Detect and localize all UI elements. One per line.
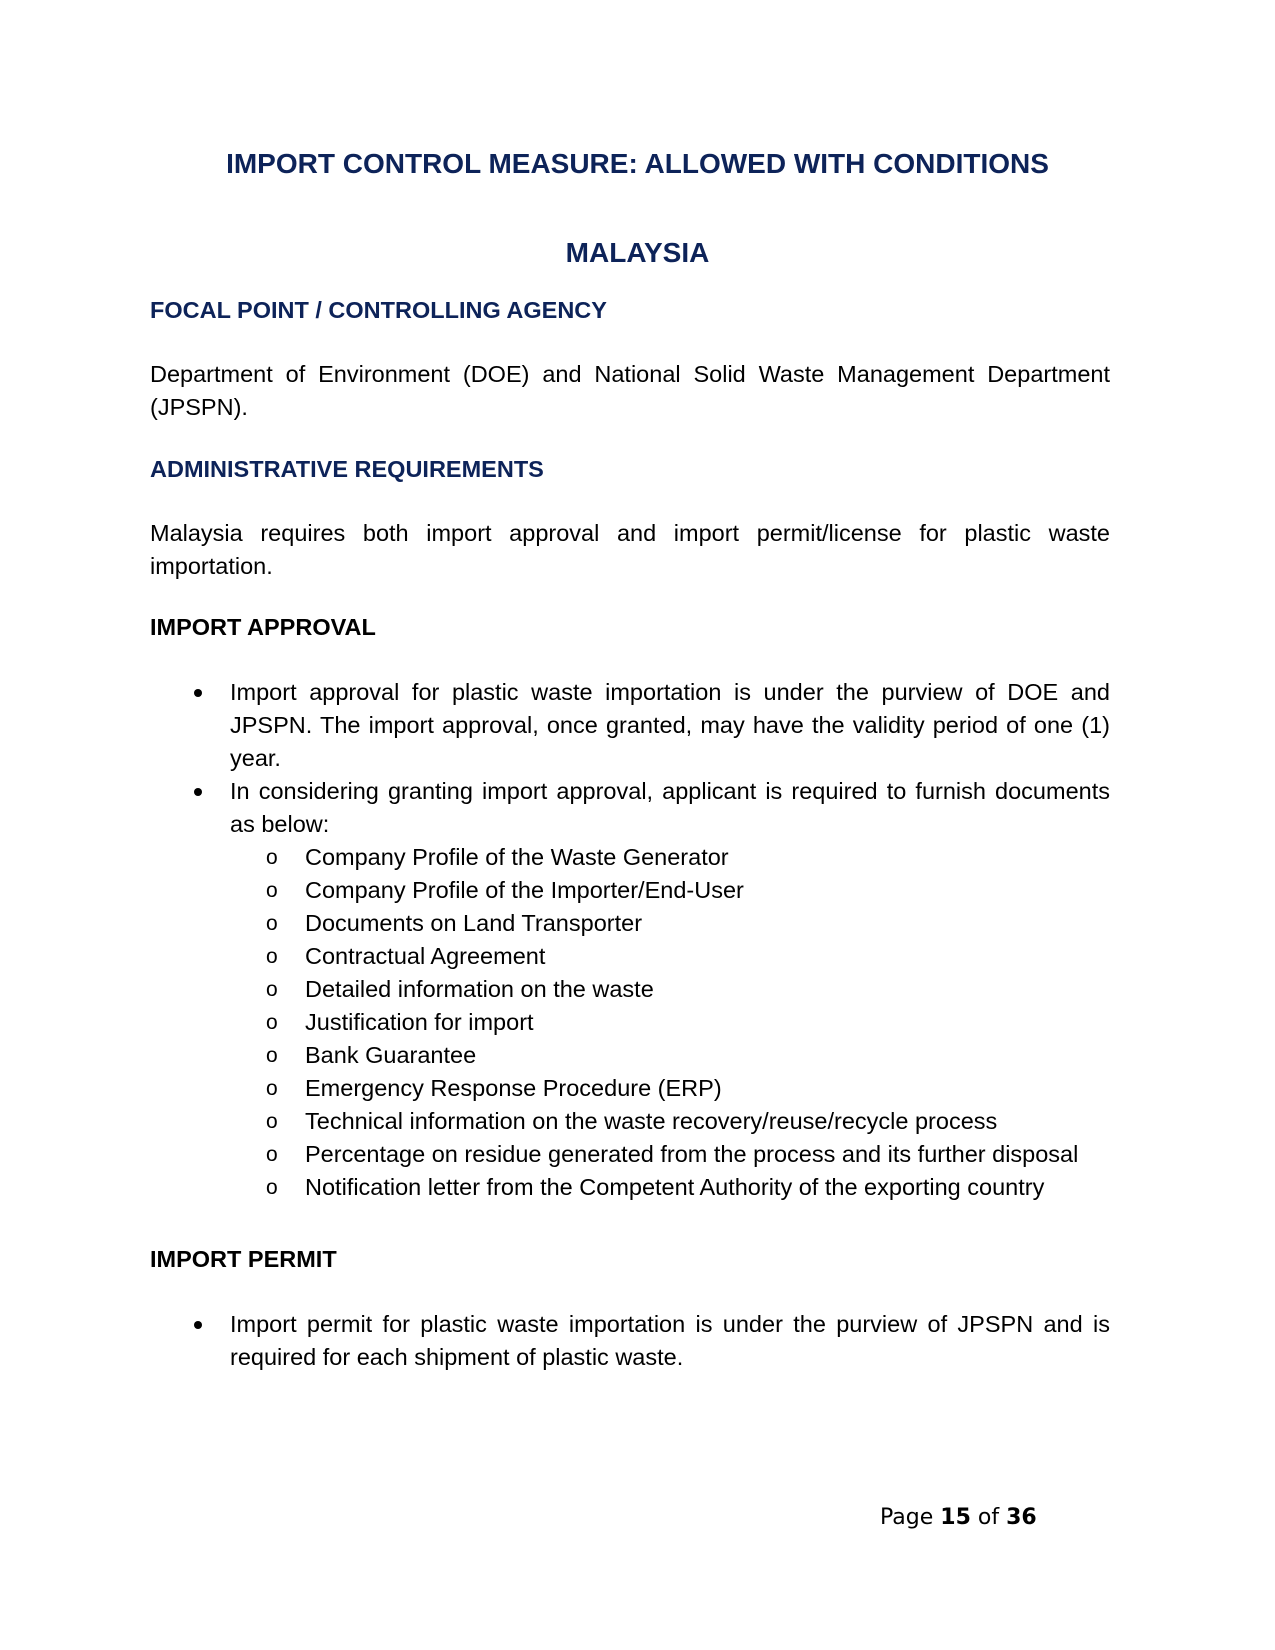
- circle-bullet-icon: o: [266, 879, 278, 902]
- circle-bullet-icon: o: [266, 1176, 278, 1199]
- list-item: o Company Profile of the Waste Generator: [230, 841, 1110, 874]
- current-page-number: 15: [940, 1505, 971, 1530]
- bullet-text: Import approval for plastic waste importation is under the purview of DOE and JPSPN. The import approval, once granted, may have the validity period of one (1) year.: [230, 679, 1110, 771]
- admin-text: Malaysia requires both import approval and import permit/license for plastic waste importation.: [150, 520, 1110, 579]
- bullet-text: Import permit for plastic waste importation is under the purview of JPSPN and is required for each shipment of plastic waste.: [230, 1311, 1110, 1370]
- bullet-text: In considering granting import approval, applicant is required to furnish documents as below:: [230, 778, 1110, 837]
- list-item: [150, 775, 1110, 1204]
- list-item: o Percentage on residue generated from the process and its further disposal: [230, 1138, 1110, 1171]
- of-label: of: [977, 1505, 1000, 1530]
- list-item: [150, 676, 1110, 775]
- circle-bullet-icon: o: [266, 1143, 278, 1166]
- list-item: o Notification letter from the Competent Authority of the exporting country: [230, 1171, 1110, 1204]
- total-pages-number: 36: [1006, 1505, 1037, 1530]
- circle-bullet-icon: o: [266, 1011, 278, 1034]
- circle-bullet-icon: o: [266, 1110, 278, 1133]
- import-approval-list: [150, 676, 1110, 1204]
- focal-point-text: Department of Environment (DOE) and National Solid Waste Management Department (JPSPN).: [150, 361, 1110, 420]
- page-label: Page: [880, 1505, 934, 1530]
- focal-point-heading: FOCAL POINT / CONTROLLING AGENCY: [150, 297, 607, 323]
- circle-bullet-icon: o: [266, 945, 278, 968]
- list-item: o Emergency Response Procedure (ERP): [230, 1072, 1110, 1105]
- list-item: o Documents on Land Transporter: [230, 907, 1110, 940]
- list-item: o Contractual Agreement: [230, 940, 1110, 973]
- circle-bullet-icon: o: [266, 978, 278, 1001]
- list-item: o Technical information on the waste recovery/reuse/recycle process: [230, 1105, 1110, 1138]
- list-item: [150, 1308, 1110, 1374]
- circle-bullet-icon: o: [266, 846, 278, 869]
- import-permit-list: [150, 1308, 1110, 1374]
- documents-list: [230, 841, 1110, 1204]
- circle-bullet-icon: o: [266, 1077, 278, 1100]
- country-title: MALAYSIA: [565, 237, 710, 268]
- circle-bullet-icon: o: [266, 912, 278, 935]
- page-title: IMPORT CONTROL MEASURE: ALLOWED WITH CONDITIONS: [226, 148, 1049, 179]
- list-item: o Detailed information on the waste: [230, 973, 1110, 1006]
- list-item: o Justification for import: [230, 1006, 1110, 1039]
- admin-heading: ADMINISTRATIVE REQUIREMENTS: [150, 456, 544, 482]
- list-item: o Bank Guarantee: [230, 1039, 1110, 1072]
- list-item: o Company Profile of the Importer/End-User: [230, 874, 1110, 907]
- import-approval-heading: IMPORT APPROVAL: [150, 614, 376, 640]
- circle-bullet-icon: o: [266, 1044, 278, 1067]
- import-permit-heading: IMPORT PERMIT: [150, 1246, 337, 1272]
- page-number-footer: [880, 1505, 1080, 1530]
